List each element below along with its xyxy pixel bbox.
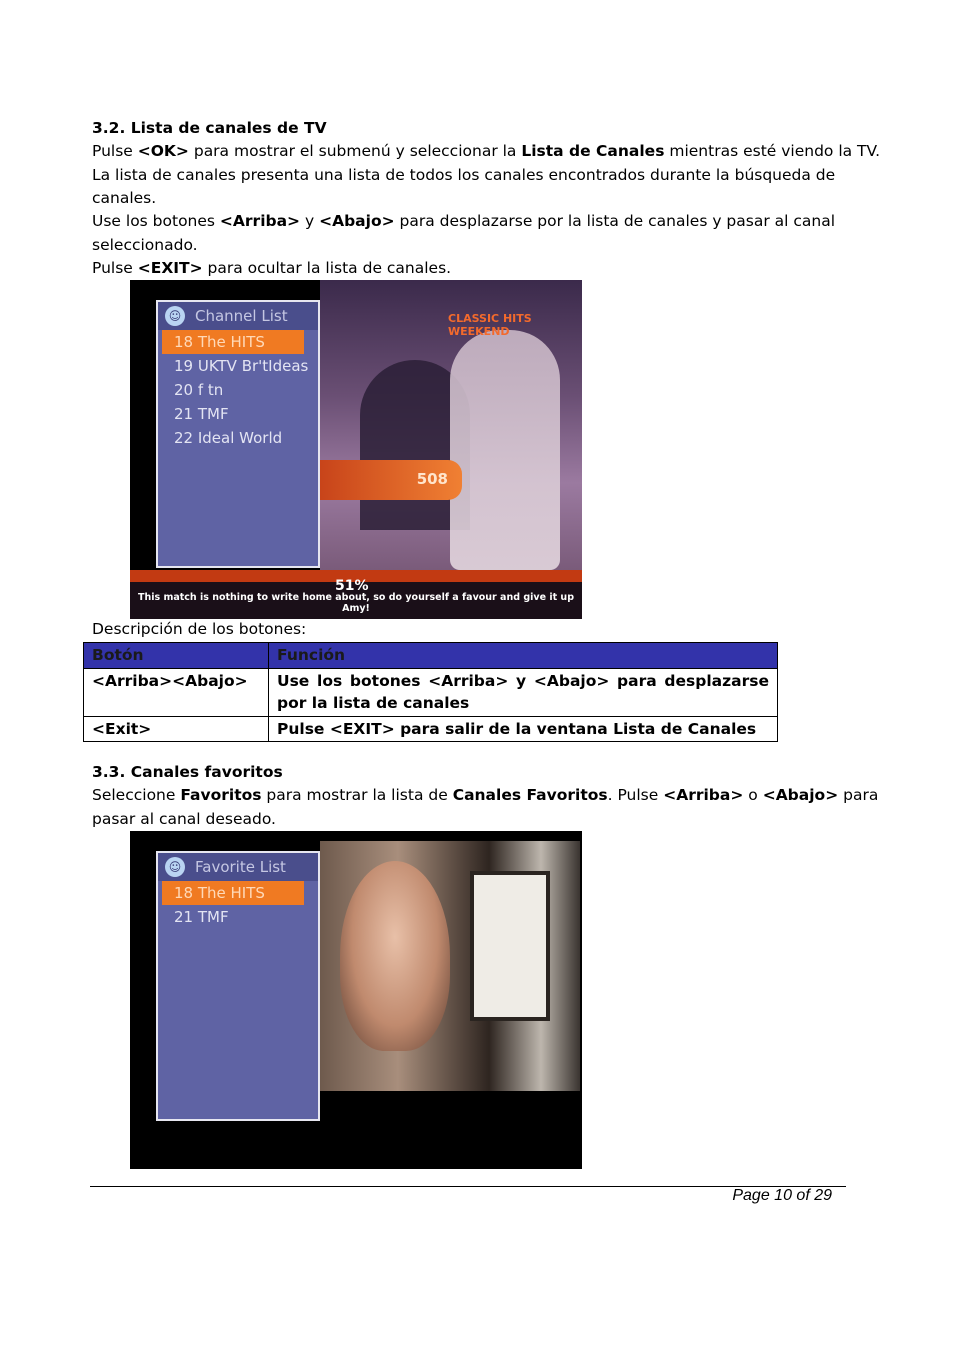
channel-item[interactable]: 22 Ideal World (174, 429, 283, 447)
badge-number: 508 (416, 470, 448, 488)
channel-item[interactable]: 20 f tn (174, 381, 224, 399)
tv-scene (320, 841, 580, 1091)
score-strip (320, 460, 462, 500)
table-cell-function: Use los botones <Arriba> y <Abajo> para desplazarse por la lista de canales (269, 668, 778, 716)
favorite-list-menu (156, 851, 320, 1121)
section-heading-3-2: 3.2. Lista de canales de TV (92, 119, 327, 137)
paragraph-navigation: Use los botones <Arriba> y <Abajo> para desplazarse por la lista de canales y pasar al canal (92, 212, 836, 230)
table-cell-button: <Exit> (84, 716, 269, 742)
channel-item-selected[interactable]: 18 The HITS (162, 330, 304, 354)
table-header-cell: Botón (84, 643, 269, 669)
table-header-cell: Función (269, 643, 778, 669)
ticker-text: This match is nothing to write home about, so do yourself a favour and give it up Amy! (137, 592, 574, 614)
menu-title: Favorite List (195, 858, 286, 876)
smiley-icon: ☺ (165, 306, 185, 326)
favorite-item-selected[interactable]: 18 The HITS (162, 881, 304, 905)
table-cell-button: <Arriba><Abajo> (84, 668, 269, 716)
paragraph-navigation-line2: seleccionado. (92, 236, 198, 254)
menu-title: Channel List (195, 307, 288, 325)
paragraph-exit: Pulse <EXIT> para ocultar la lista de canales. (92, 259, 452, 277)
paragraph-favorites-line2: pasar al canal deseado. (92, 810, 276, 828)
buttons-description-label: Descripción de los botones: (92, 620, 307, 638)
menu-header (158, 302, 318, 330)
channel-list-screenshot (130, 280, 582, 619)
paragraph-list-desc-line2: canales. (92, 189, 157, 207)
person-figure (450, 330, 560, 570)
table-row (84, 668, 778, 716)
channel-list-menu (156, 300, 320, 568)
window-shape (470, 871, 550, 1021)
ticker-bar (130, 570, 582, 619)
buttons-table (83, 642, 778, 742)
paragraph-list-desc-line1: La lista de canales presenta una lista de todos los canales encontrados durante la búsqueda de (92, 166, 836, 184)
table-cell-function: Pulse <EXIT> para salir de la ventana Lista de Canales (269, 716, 778, 742)
channel-item[interactable]: 21 TMF (174, 405, 229, 423)
smiley-icon: ☺ (165, 857, 185, 877)
channel-logo: CLASSIC HITS WEEKEND (448, 312, 532, 338)
table-row (84, 716, 778, 742)
percent-label: 51% (335, 578, 369, 594)
page-number: Page 10 of 29 (732, 1187, 832, 1204)
paragraph-favorites: Seleccione Favoritos para mostrar la lista de Canales Favoritos. Pulse <Arriba> o <Abajo> para (92, 786, 879, 804)
channel-item[interactable]: 19 UKTV Br'tIdeas (174, 357, 309, 375)
table-header-row (84, 643, 778, 669)
favorite-list-screenshot (130, 831, 582, 1169)
paragraph-ok: Pulse <OK> para mostrar el submenú y seleccionar la Lista de Canales mientras esté viendo la TV. (92, 142, 881, 160)
person-figure (340, 861, 450, 1051)
menu-header (158, 853, 318, 881)
section-heading-3-3: 3.3. Canales favoritos (92, 763, 283, 781)
favorite-item[interactable]: 21 TMF (174, 908, 229, 926)
tv-scene (320, 280, 582, 570)
